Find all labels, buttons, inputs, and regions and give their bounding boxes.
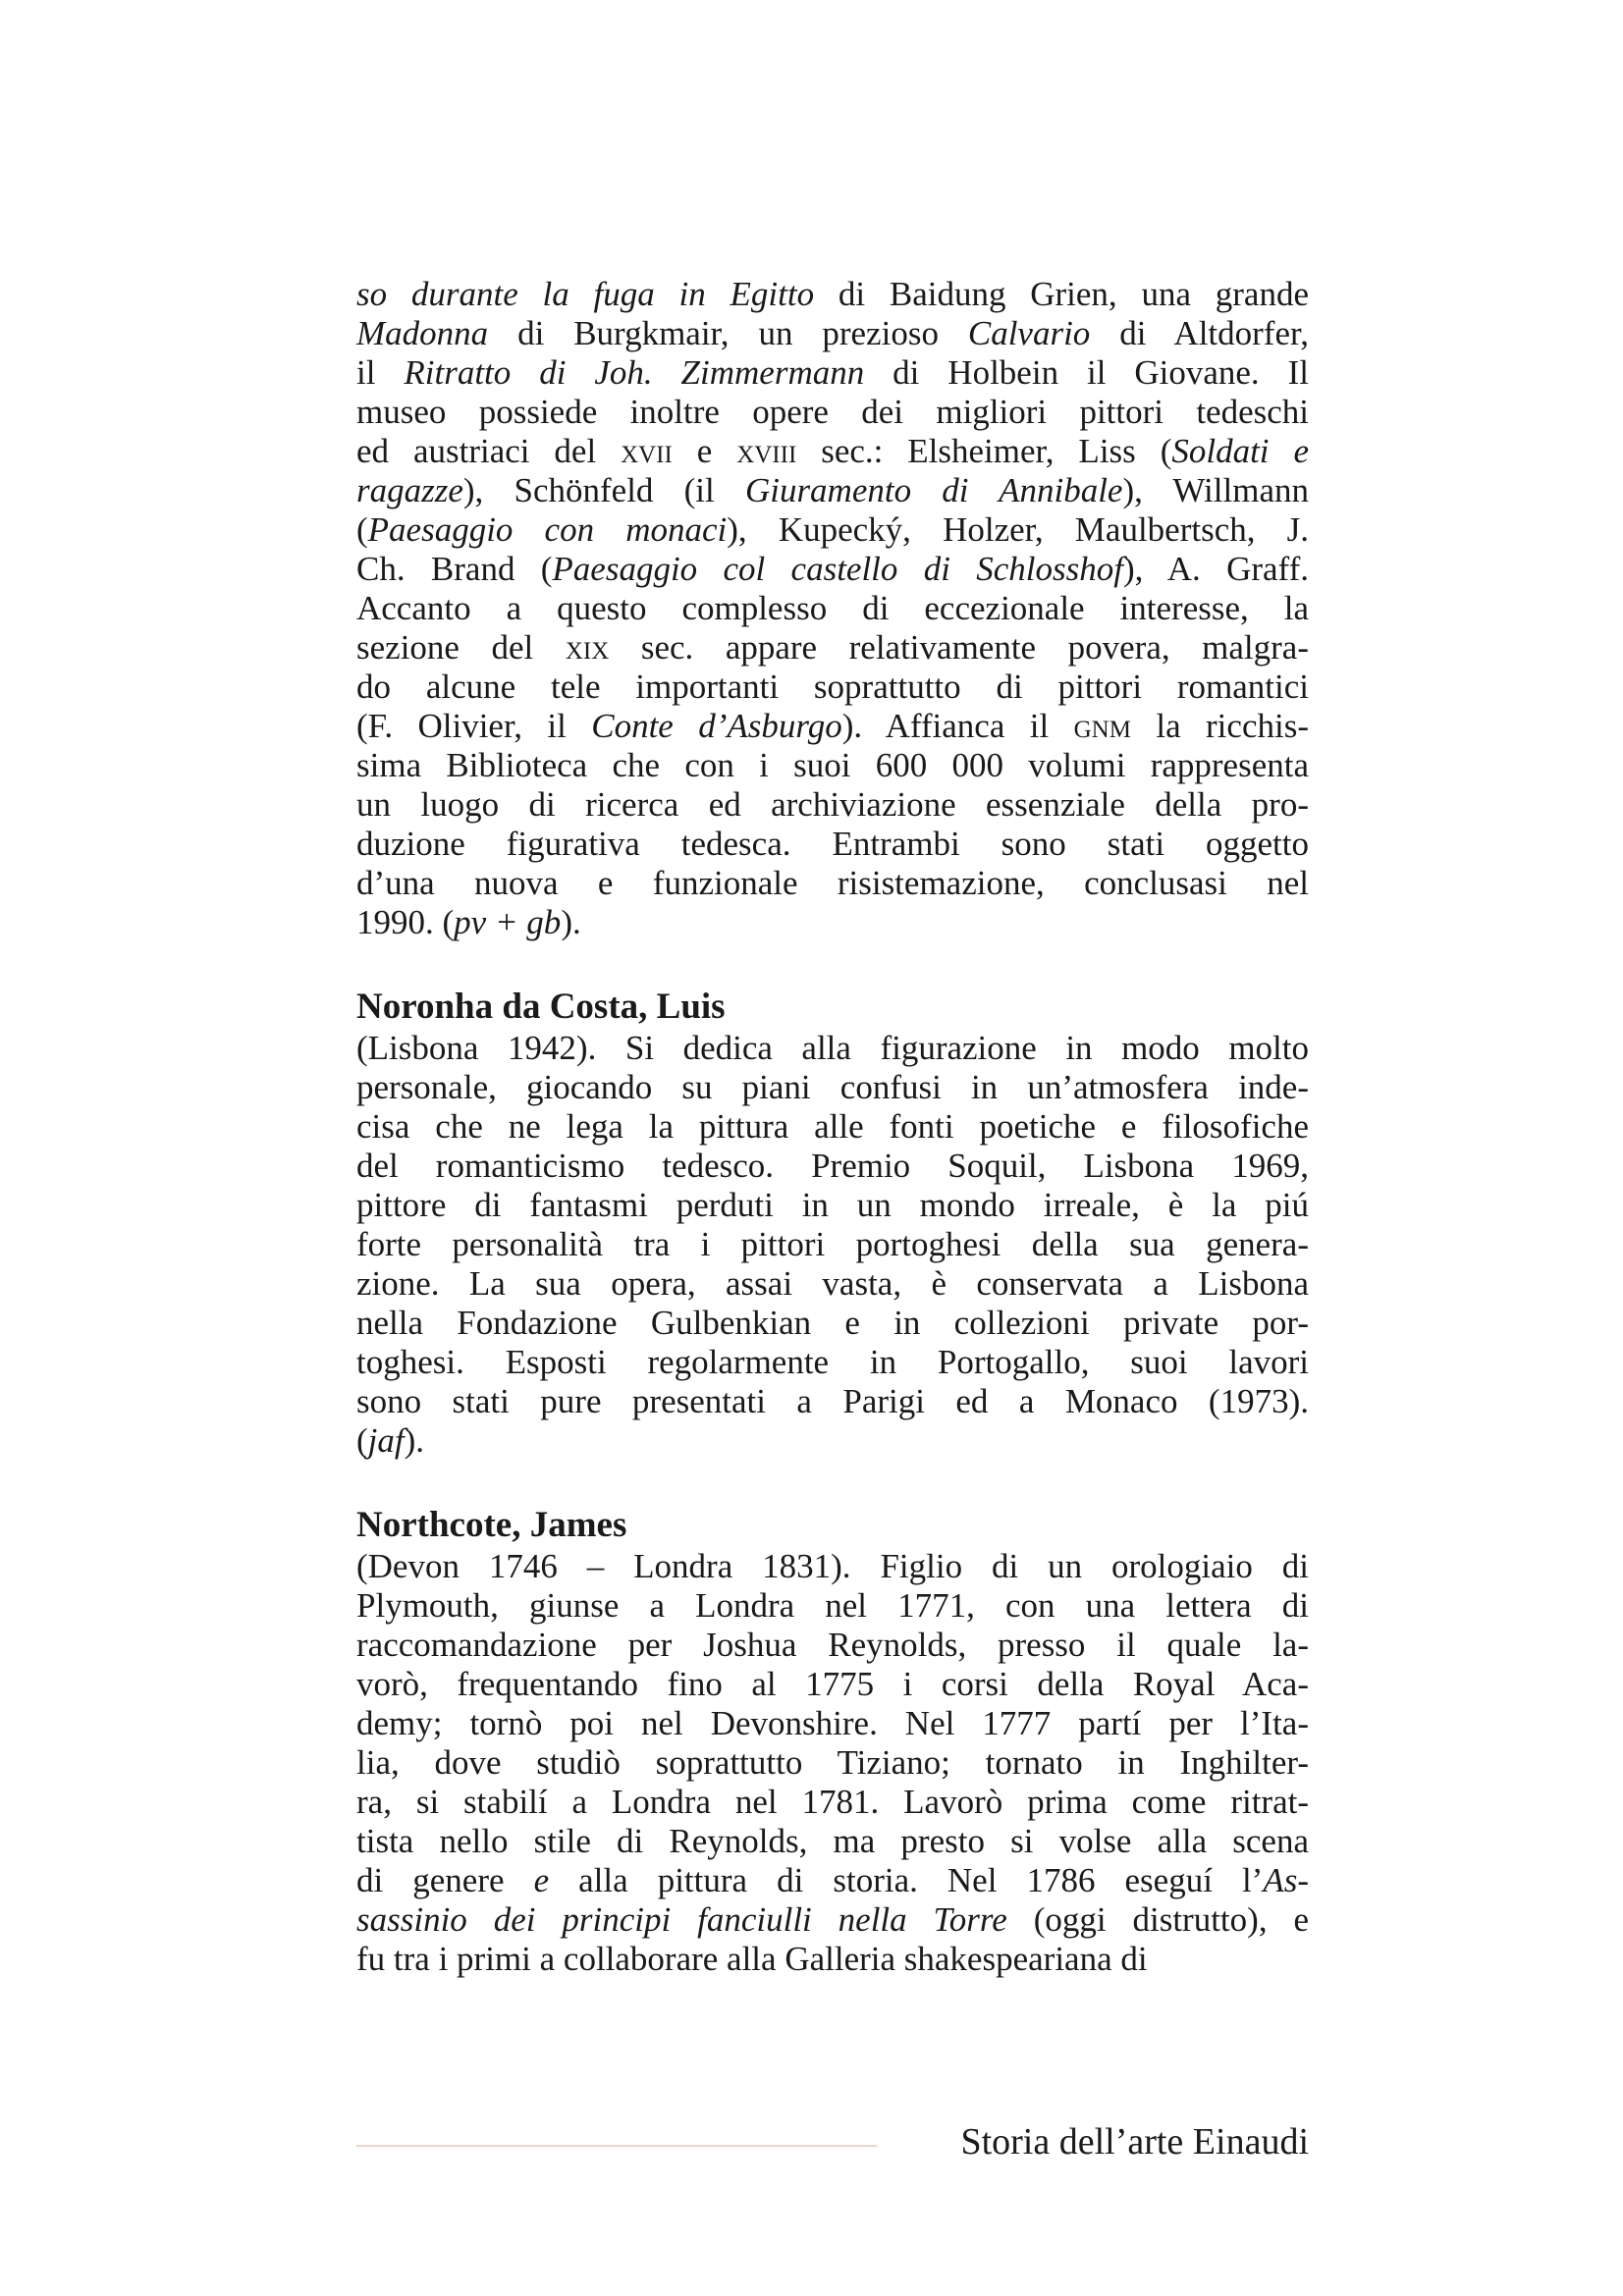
italic-text: Paesaggio col castello di Schlosshof <box>552 550 1123 588</box>
italic-text: jaf <box>367 1421 405 1460</box>
text-line <box>356 550 1309 589</box>
text-run: sec. appare relativamente povera, malgra- <box>609 628 1309 667</box>
text-run: Plymouth, giunse a Londra nel 1771, con una lettera di <box>356 1586 1309 1625</box>
text-line <box>356 1547 1309 1586</box>
text-line <box>356 471 1309 510</box>
text-line <box>356 432 1309 471</box>
text-run: ), Willmann <box>1122 471 1309 509</box>
text-run: d’una nuova e funzionale risistemazione, conclusasi nel <box>356 864 1309 902</box>
text-line <box>356 589 1309 628</box>
text-line <box>356 393 1309 432</box>
continued-entry-text <box>356 275 1309 942</box>
text-line <box>356 1421 1309 1461</box>
text-run: ed austriaci del <box>356 432 622 470</box>
italic-text: sassinio dei principi fanciulli nella Torre <box>356 1900 1007 1939</box>
text-line <box>356 628 1309 667</box>
text-run: ra, si stabilí a Londra nel 1781. Lavorò prima come ritrat- <box>356 1783 1309 1821</box>
text-line <box>356 667 1309 707</box>
text-run: do alcune tele importanti soprattutto di pittori romantici <box>356 667 1309 706</box>
italic-text: As- <box>1263 1861 1309 1899</box>
text-run: di Altdorfer, <box>1090 314 1309 352</box>
small-caps-text: xix <box>565 628 610 667</box>
text-line <box>356 275 1309 314</box>
text-run: di Holbein il Giovane. Il <box>864 353 1309 392</box>
italic-text: Giuramento di Annibale <box>744 471 1123 509</box>
text-run: e <box>672 432 737 470</box>
text-run: ), A. Graff. <box>1122 550 1309 588</box>
italic-text: ragazze <box>356 471 463 509</box>
text-run: la ricchis- <box>1130 707 1309 745</box>
text-line <box>356 1783 1309 1822</box>
small-caps-text: gnm <box>1073 707 1131 745</box>
text-line <box>356 903 1309 942</box>
text-run: fu tra i primi a collaborare alla Galleria shakespeariana di <box>356 1940 1148 1978</box>
text-run: nella Fondazione Gulbenkian e in collezioni private por- <box>356 1304 1309 1342</box>
text-run: Ch. Brand ( <box>356 550 553 588</box>
text-run: Accanto a questo complesso di eccezionale interesse, la <box>356 589 1309 627</box>
text-line <box>356 1186 1309 1225</box>
text-run: zione. La sua opera, assai vasta, è conservata a Lisbona <box>356 1264 1309 1303</box>
entry-text-northcote <box>356 1547 1309 1979</box>
italic-text: Paesaggio con monaci <box>367 510 728 549</box>
text-line <box>356 1107 1309 1147</box>
text-line <box>356 1029 1309 1068</box>
text-run: un luogo di ricerca ed archiviazione essenziale della pro- <box>356 785 1309 824</box>
text-line <box>356 1900 1309 1940</box>
italic-text: e <box>533 1861 550 1899</box>
text-run: tista nello stile di Reynolds, ma presto si volse alla scena <box>356 1822 1309 1860</box>
text-run: lia, dove studiò soprattutto Tiziano; tornato in Inghilter- <box>356 1743 1309 1782</box>
italic-text: pv + gb <box>454 903 562 941</box>
italic-text: Ritratto di Joh. Zimmermann <box>404 353 865 392</box>
text-line <box>356 785 1309 825</box>
small-caps-text: xviii <box>736 432 797 470</box>
small-caps-text: xvii <box>621 432 673 470</box>
text-line <box>356 1382 1309 1421</box>
entry-text-noronha <box>356 1029 1309 1461</box>
text-run: forte personalità tra i pittori portoghesi della sua genera- <box>356 1225 1309 1263</box>
italic-text: Madonna <box>356 314 489 352</box>
text-run: ), Kupecký, Holzer, Maulbertsch, J. <box>727 510 1309 549</box>
text-run: museo possiede inoltre opere dei migliori pittori tedeschi <box>356 393 1309 431</box>
text-line <box>356 1586 1309 1626</box>
text-line <box>356 1264 1309 1304</box>
italic-text: Calvario <box>967 314 1091 352</box>
text-line <box>356 1743 1309 1783</box>
text-run: toghesi. Esposti regolarmente in Portogallo, suoi lavori <box>356 1343 1309 1381</box>
text-run: il <box>356 353 405 392</box>
text-line <box>356 1665 1309 1704</box>
entry-heading-northcote: Northcote, James <box>356 1505 627 1545</box>
text-line <box>356 1304 1309 1343</box>
text-line <box>356 864 1309 903</box>
footer-rule <box>356 2145 877 2147</box>
text-line <box>356 1822 1309 1861</box>
text-run: 1990. ( <box>356 903 455 941</box>
text-run: alla pittura di storia. Nel 1786 eseguí l’ <box>549 1861 1264 1899</box>
text-run: del romanticismo tedesco. Premio Soquil, Lisbona 1969, <box>356 1147 1309 1185</box>
text-run: sono stati pure presentati a Parigi ed a Monaco (1973). <box>356 1382 1309 1420</box>
text-run: ). Affianca il <box>841 707 1074 745</box>
text-line <box>356 746 1309 785</box>
text-run: ( <box>356 510 368 549</box>
text-run: (oggi distrutto), e <box>1006 1900 1310 1939</box>
text-line <box>356 1626 1309 1665</box>
text-run: raccomandazione per Joshua Reynolds, presso il quale la- <box>356 1626 1309 1664</box>
page-footer <box>356 2117 1309 2166</box>
text-run: demy; tornò poi nel Devonshire. Nel 1777 partí per l’Ita- <box>356 1704 1309 1742</box>
text-run: sec.: Elsheimer, Liss ( <box>796 432 1172 470</box>
text-run: vorò, frequentando fino al 1775 i corsi della Royal Aca- <box>356 1665 1309 1703</box>
text-run: di genere <box>356 1861 534 1899</box>
text-run: (Devon 1746 – Londra 1831). Figlio di un orologiaio di <box>356 1547 1309 1585</box>
text-run: cisa che ne lega la pittura alle fonti poetiche e filosofiche <box>356 1107 1309 1146</box>
text-line <box>356 1068 1309 1107</box>
text-line <box>356 1343 1309 1382</box>
text-line <box>356 1225 1309 1264</box>
footer-title: Storia dell’arte Einaudi <box>960 2121 1309 2163</box>
text-run: di Baidung Grien, una grande <box>814 275 1309 313</box>
text-run: sima Biblioteca che con i suoi 600 000 volumi rappresenta <box>356 746 1309 784</box>
italic-text: Conte d’Asburgo <box>591 707 842 745</box>
text-run: sezione del <box>356 628 566 667</box>
text-run: pittore di fantasmi perduti in un mondo irreale, è la piú <box>356 1186 1309 1224</box>
italic-text: Soldati e <box>1171 432 1309 470</box>
text-line <box>356 825 1309 864</box>
text-line <box>356 1861 1309 1900</box>
page-body <box>356 275 1309 1979</box>
text-line <box>356 707 1309 746</box>
text-line <box>356 1940 1309 1979</box>
text-run: ). <box>561 903 581 941</box>
text-run: duzione figurativa tedesca. Entrambi sono stati oggetto <box>356 825 1309 863</box>
entry-heading-noronha: Noronha da Costa, Luis <box>356 987 726 1027</box>
text-run: ). <box>404 1421 425 1460</box>
text-run: di Burgkmair, un prezioso <box>488 314 968 352</box>
text-run: ( <box>356 1421 368 1460</box>
text-line <box>356 353 1309 393</box>
text-run: personale, giocando su piani confusi in un’atmosfera inde- <box>356 1068 1309 1106</box>
text-run: (Lisbona 1942). Si dedica alla figurazione in modo molto <box>356 1029 1309 1067</box>
text-line <box>356 510 1309 550</box>
italic-text: so durante la fuga in Egitto <box>356 275 815 313</box>
text-run: ), Schönfeld (il <box>462 471 745 509</box>
text-line <box>356 1147 1309 1186</box>
text-line <box>356 314 1309 353</box>
text-run: (F. Olivier, il <box>356 707 592 745</box>
text-line <box>356 1704 1309 1743</box>
